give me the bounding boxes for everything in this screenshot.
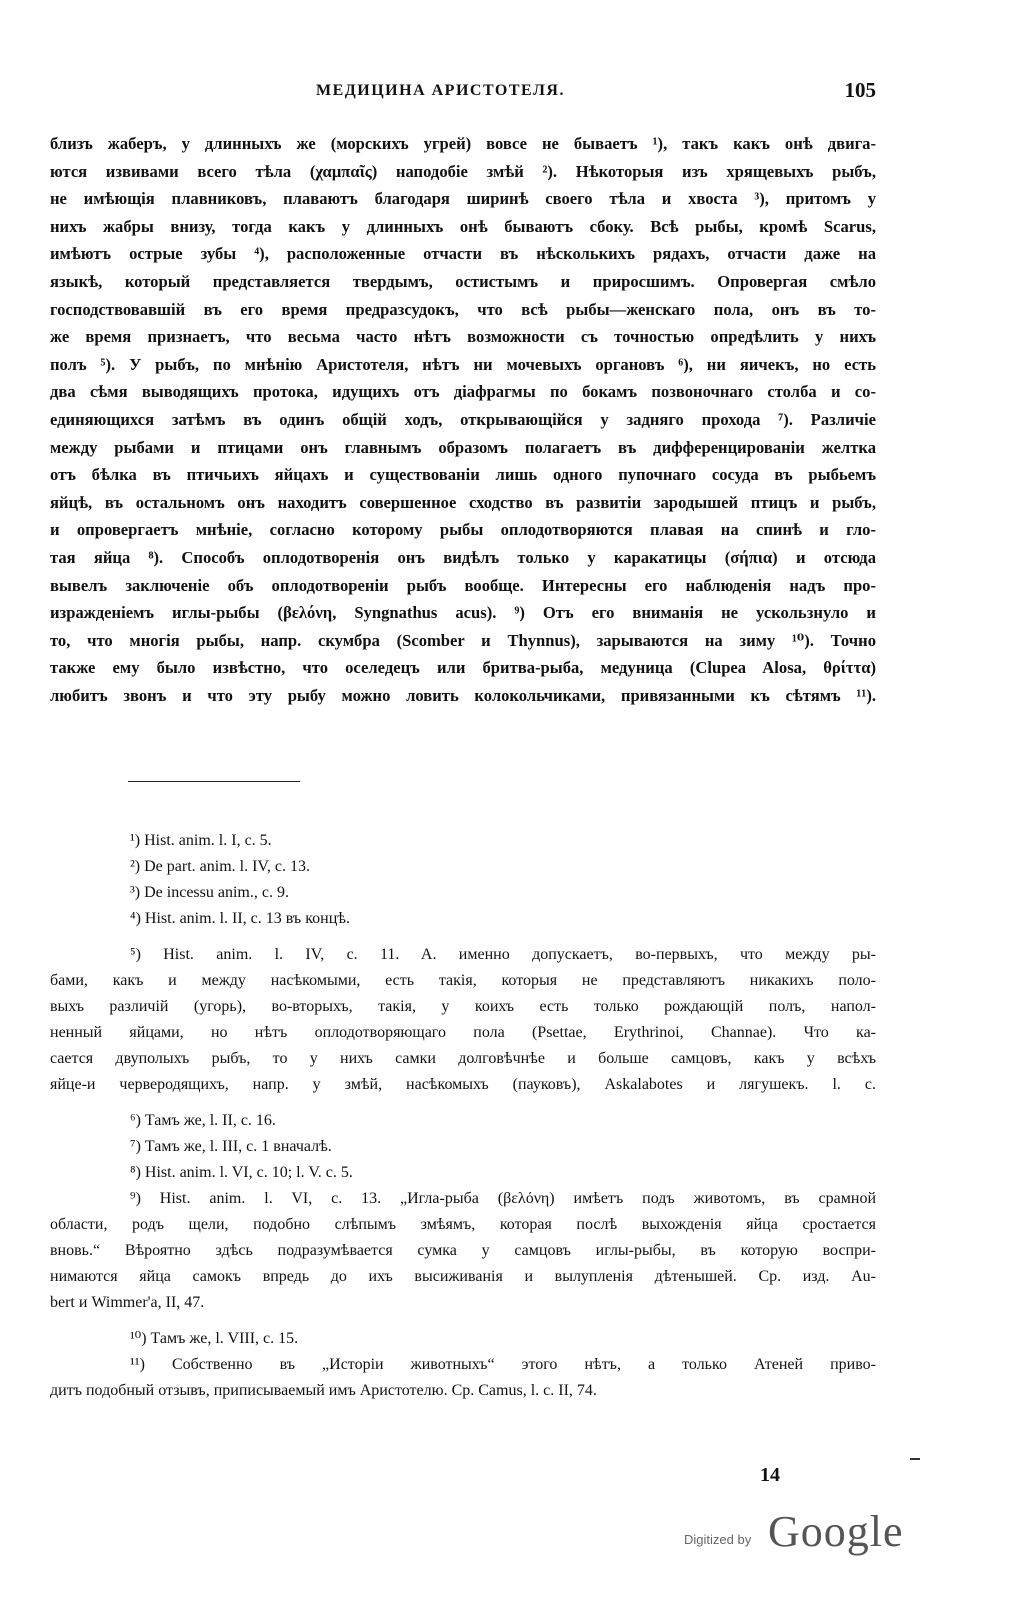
footnote-11-line: дитъ подобный отзывъ, приписываемый имъ Аристотелю. Ср. Camus, l. c. II, 74. [50,1382,597,1399]
text-line: ются извивами всего тѣла (χαμπαῖς) наподобіе змѣй ²). Нѣкоторыя изъ хрящевыхъ рыбъ, [50,161,876,181]
text-line: также ему было извѣстно, что оселедецъ или бритва-рыба, медуница (Clupea Alosa, θρίττα) [50,658,876,678]
footnotes [50,828,876,1404]
footnote-5-line: выхъ различій (угорь), во-вторыхъ, такія, у коихъ есть только рождающій полъ, напол- [50,998,876,1015]
watermark-caption: Digitized by [684,1532,752,1547]
text-line: яйцѣ, въ остальномъ онъ находитъ совершенное сходство въ развитіи зародышей птицъ и рыбъ, [50,492,876,512]
watermark-logo: Google [768,1507,904,1556]
text-line: нихъ жабры внизу, тогда какъ у длинныхъ онѣ бываютъ сбоку. Всѣ рыбы, кромѣ Scarus, [50,216,876,236]
edge-mark [910,1458,920,1460]
text-line: близъ жаберъ, у длинныхъ же (морскихъ угрей) вовсе не бываетъ ¹), такъ какъ онѣ двига- [50,134,876,153]
footnote-3: ³) De incessu anim., c. 9. [130,884,289,901]
footnote-5-line: бами, какъ и между насѣкомыми, есть такія, которыя не представляютъ никакихъ поло- [50,972,876,989]
footnote-1: ¹) Hist. anim. l. I, c. 5. [130,832,272,849]
text-line: любитъ звонъ и что эту рыбу можно ловить колокольчиками, привязанными къ сѣтямъ ¹¹). [50,685,876,705]
signature-mark: 14 [760,1464,780,1486]
text-line: изражденіемъ иглы-рыбы (βελόνη, Syngnathus acus). ⁹) Отъ его вниманія не ускользнуло и [50,603,876,623]
text-line: единяющихся затѣмъ въ одинъ общій ходъ, открывающійся у задняго прохода ⁷). Различіе [50,409,876,429]
footnote-10: ¹⁰) Тамъ же, l. VIII, c. 15. [130,1330,299,1347]
text-line: то, что многія рыбы, напр. скумбра (Scomber и Thynnus), зарываются на зиму ¹⁰). Точно [50,630,876,650]
footnote-9-line: вновь.“ Вѣроятно здѣсь подразумѣвается сумка у самцовъ иглы-рыбы, въ которую воспри- [50,1242,876,1259]
text-line: же время признаетъ, что весьма часто нѣтъ возможности съ точностью опредѣлить у нихъ [50,327,876,347]
footnote-11: ¹¹) Собственно въ „Исторіи животныхъ“ этого нѣтъ, а только Атеней приво- [130,1356,876,1373]
footnote-9: ⁹) Hist. anim. l. VI, c. 13. „Игла-рыба (βελόνη) имѣетъ подъ животомъ, въ срамной [130,1190,876,1207]
main-text [50,130,876,709]
footnote-9-line: bert и Wimmer'a, II, 47. [50,1294,205,1311]
running-title: МЕДИЦИНА АРИСТОТЕЛЯ. [316,82,565,99]
footnote-6: ⁶) Тамъ же, l. II, c. 16. [130,1112,276,1129]
footnote-separator [128,781,300,782]
text-line: и опровергаетъ мнѣніе, согласно которому рыбы оплодотворяются плавая на спинѣ и гло- [50,520,876,540]
text-line: отъ бѣлка въ птичьихъ яйцахъ и существованіи лишь одного пупочнаго сосуда въ рыбьемъ [50,465,876,485]
page-header [50,78,876,108]
footnote-5-line: сается двуполыхъ рыбъ, то у нихъ самки долговѣчнѣе и больше самцовъ, какъ у всѣхъ [50,1050,876,1067]
footnote-8: ⁸) Hist. anim. l. VI, c. 10; l. V. c. 5. [130,1164,353,1181]
footnote-7: ⁷) Тамъ же, l. III, c. 1 вначалѣ. [130,1138,332,1155]
text-line: господствовавшій въ его время предразсудокъ, что всѣ рыбы—женскаго пола, онъ въ то- [50,299,876,319]
page-number: 105 [844,78,876,102]
footnote-2: ²) De part. anim. l. IV, c. 13. [130,858,311,875]
footnote-4: ⁴) Hist. anim. l. II, c. 13 въ концѣ. [130,910,350,927]
text-line: вывелъ заключеніе объ оплодотвореніи рыбъ вообще. Интересны его наблюденія надъ про- [50,575,876,595]
footnote-5-line: ненный яйцами, но нѣтъ оплодотворяющаго пола (Psettae, Erythrinoi, Channae). Что ка- [50,1024,876,1041]
footnote-5-line: яйце-и черверодящихъ, напр. у змѣй, насѣкомыхъ (пауковъ), Askalabotes и лягушекъ. l. c. [50,1076,876,1093]
text-line: полъ ⁵). У рыбъ, по мнѣнію Аристотеля, нѣтъ ни мочевыхъ органовъ ⁶), ни яичекъ, но есть [50,354,876,374]
text-line: языкѣ, который представляется твердымъ, остистымъ и приросшимъ. Опровергая смѣло [50,271,876,291]
text-line: не имѣющія плавниковъ, плаваютъ благодаря ширинѣ своего тѣла и хвоста ³), притомъ у [50,189,876,209]
footnote-5: ⁵) Hist. anim. l. IV, c. 11. A. именно допускаетъ, во-первыхъ, что между ры- [130,946,876,963]
text-line: имѣютъ острые зубы ⁴), расположенные отчасти въ нѣсколькихъ рядахъ, отчасти даже на [50,244,876,264]
text-line: два сѣмя выводящихъ протока, идущихъ отъ діафрагмы по бокамъ позвоночнаго столба и со- [50,382,876,402]
text-line: между рыбами и птицами онъ главнымъ образомъ полагаетъ въ дифференцированіи желтка [50,437,876,457]
footnote-9-line: нимаются яйца самокъ впредь до ихъ высиживанія и вылупленія дѣтенышей. Ср. изд. Au- [50,1268,876,1285]
footnote-9-line: области, родъ щели, подобно слѣпымъ змѣямъ, которая послѣ выхожденія яйца сростается [50,1216,876,1233]
text-line: тая яйца ⁸). Способъ оплодотворенія онъ видѣлъ только у каракатицы (σήπια) и отсюда [50,547,876,567]
